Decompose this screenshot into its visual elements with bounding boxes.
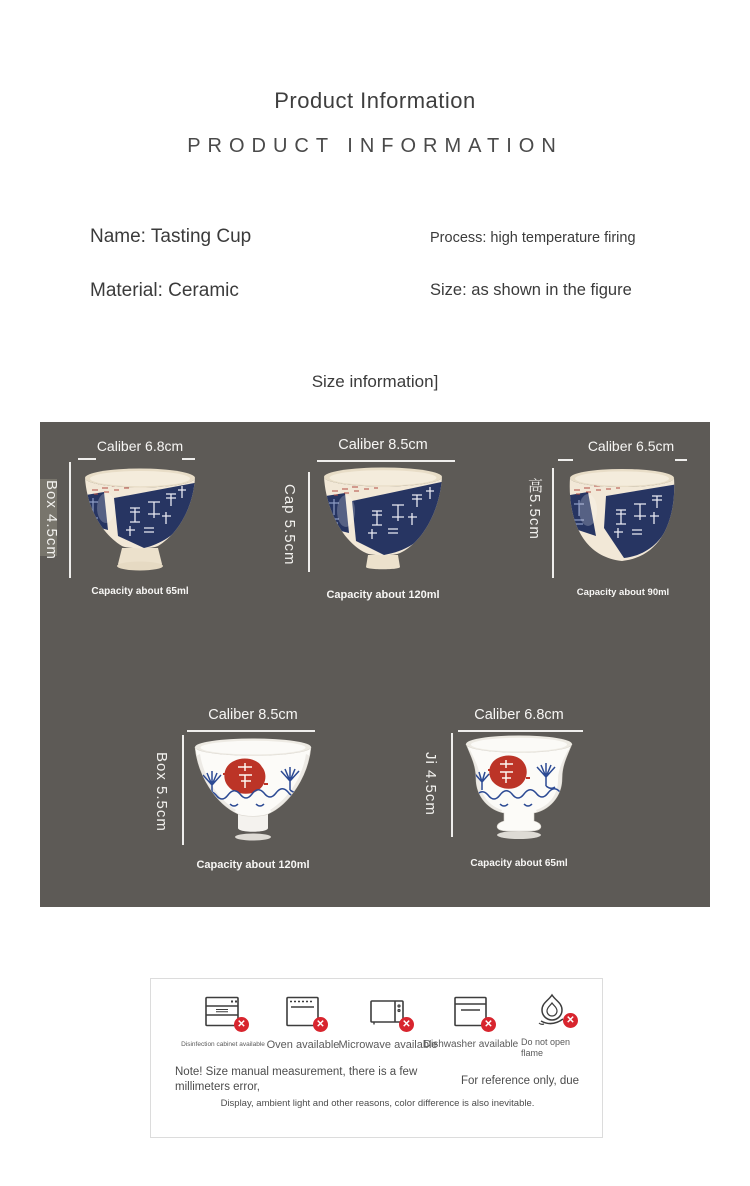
care-item — [513, 993, 591, 1059]
note-color-difference: Display, ambient light and other reasons, color difference is also inevitable. — [220, 1098, 535, 1109]
care-card — [150, 978, 603, 1138]
oven-icon — [285, 996, 325, 1030]
care-item-label: Dishwasher available — [423, 1039, 519, 1050]
measure-line-vertical — [182, 735, 184, 845]
capacity-label: Capacity about 65ml — [470, 858, 568, 869]
caliber-label: Caliber 8.5cm — [338, 437, 428, 453]
height-label: Box 4.5cm — [43, 480, 60, 560]
microwave-icon — [369, 996, 411, 1030]
care-item-label: Disinfection cabinet available — [181, 1041, 265, 1048]
cup-1-image — [78, 464, 202, 582]
page-subtitle: PRODUCT INFORMATION — [187, 135, 563, 157]
measure-line-horizontal — [187, 730, 315, 732]
height-label: 高5.5cm — [526, 478, 543, 540]
measure-tick — [78, 458, 96, 460]
measure-tick — [182, 458, 195, 460]
height-label: Box 5.5cm — [153, 752, 170, 832]
capacity-label: Capacity about 90ml — [576, 587, 670, 598]
capacity-label: Capacity about 120ml — [196, 859, 310, 871]
caliber-label: Caliber 6.8cm — [96, 438, 184, 454]
size-chart-panel — [40, 422, 710, 907]
dishwasher-icon — [453, 996, 493, 1030]
not-allowed-badge: ✕ — [563, 1013, 578, 1028]
spec-name: Name: Tasting Cup — [90, 226, 252, 247]
not-allowed-badge: ✕ — [313, 1017, 328, 1032]
care-item-label: Do not open flame — [521, 1037, 571, 1059]
height-label: Ji 4.5cm — [422, 752, 439, 816]
care-item — [258, 996, 348, 1051]
care-item-label: Oven available — [266, 1039, 340, 1051]
care-item — [421, 996, 521, 1050]
note-reference: For reference only, due — [461, 1075, 580, 1087]
spec-material: Material: Ceramic — [90, 280, 239, 301]
spec-size: Size: as shown in the figure — [430, 281, 632, 299]
cup-2-image — [318, 463, 448, 585]
no-open-flame-icon — [533, 993, 575, 1029]
caliber-label: Caliber 6.5cm — [587, 438, 675, 454]
measure-line-vertical — [451, 733, 453, 837]
note-measurement: Note! Size manual measurement, there is a few millimeters error, — [175, 1066, 418, 1093]
measure-tick — [675, 459, 687, 461]
measure-line-horizontal — [317, 460, 455, 462]
caliber-label: Caliber 8.5cm — [208, 707, 298, 723]
measure-tick — [558, 459, 573, 461]
spec-process: Process: high temperature firing — [430, 230, 636, 246]
capacity-label: Capacity about 120ml — [326, 589, 440, 601]
capacity-label: Capacity about 65ml — [91, 586, 189, 597]
page-title: Product Information — [274, 88, 476, 113]
size-heading: Size information] — [311, 372, 439, 391]
care-item-label: Microwave available — [338, 1039, 438, 1051]
height-label: Cap 5.5cm — [281, 484, 298, 566]
cup-5-image — [458, 732, 580, 850]
not-allowed-badge: ✕ — [399, 1017, 414, 1032]
measure-line-vertical — [308, 472, 310, 572]
caliber-label: Caliber 6.8cm — [474, 707, 564, 723]
cup-4-image — [190, 734, 316, 850]
measure-line-vertical — [69, 462, 71, 578]
not-allowed-badge: ✕ — [481, 1017, 496, 1032]
disinfection-cabinet-icon — [204, 996, 246, 1030]
cup-3-image — [562, 464, 682, 580]
measure-line-vertical — [552, 468, 554, 578]
not-allowed-badge: ✕ — [234, 1017, 249, 1032]
